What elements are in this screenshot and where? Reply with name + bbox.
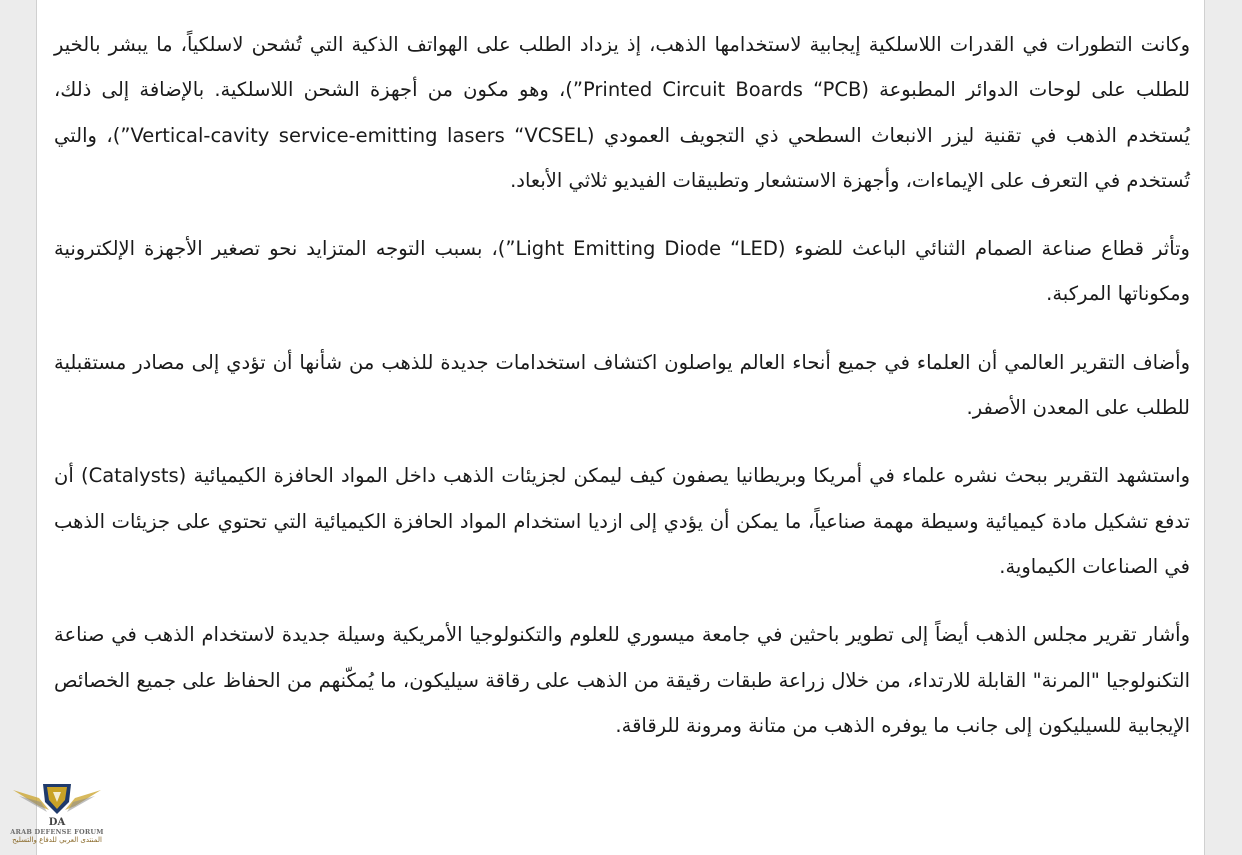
article-body: [54, 22, 1190, 771]
document-page: [36, 0, 1205, 855]
paragraph-catalysts: واستشهد التقرير ببحث نشره علماء في أمريكا وبريطانيا يصفون كيف ليمكن لجزيئات الذهب داخل المواد الحافزة الكيميائية (Catalysts) أن تدفع تشكيل مادة كيميائية وسيطة مهمة صناعياً، ما يمكن أن يؤدي إلى ازديا استخدام المواد الحافزة الكيميائية التي تحتوي على جزيئات الذهب في الصناعات الكيماوية.: [54, 464, 1191, 578]
paragraph-led-industry: وتأثر قطاع صناعة الصمام الثنائي الباعث للضوء (Light Emitting Diode “LED”)، بسبب التوجه المتزايد نحو تصغير الأجهزة الإلكترونية ومكوناتها المركبة.: [54, 237, 1190, 306]
watermark-subtitle: المنتدى العربي للدفاع والتسليح: [12, 836, 102, 844]
eagle-emblem-icon: [9, 780, 105, 828]
paragraph-wireless-tech: وكانت التطورات في القدرات اللاسلكية إيجابية لاستخدامها الذهب، إذ يزداد الطلب على الهواتف الذكية التي تُشحن لاسلكياً، ما يبشر بالخير للطلب على لوحات الدوائر المطبوعة (Printed Circuit Boards “PCB”)، وهو مكون من أجهزة الشحن اللاسلكية. بالإضافة إلى ذلك، يُستخدم الذهب في تقنية ليزر الانبعاث السطحي ذي التجويف العمودي (Vertical-cavity service-emitting lasers “VCSEL”)، والتي تُستخدم في التعرف على الإيماءات، وأجهزة الاستشعار وتطبيقات الفيديو ثلاثي الأبعاد.: [54, 33, 1190, 192]
svg-text:DA: DA: [48, 817, 66, 828]
paragraph-wearable-tech: وأشار تقرير مجلس الذهب أيضاً إلى تطوير باحثين في جامعة ميسوري للعلوم والتكنولوجيا الأمريكية وسيلة جديدة لاستخدام الذهب في صناعة التكنولوجيا "المرنة" القابلة للارتداء، من خلال زراعة طبقات رقيقة من الذهب على رقاقة سيليكون، ما يُمكّنهم من الحفاظ على جميع الخصائص الإيجابية للسيليكون إلى جانب ما يوفره الذهب من متانة ومرونة للرقاقة.: [54, 623, 1190, 737]
forum-watermark-logo: [8, 780, 106, 852]
watermark-title: ARAB DEFENSE FORUM: [10, 828, 104, 836]
paragraph-new-uses: وأضاف التقرير العالمي أن العلماء في جميع أنحاء العالم يواصلون اكتشاف استخدامات جديدة للذهب من شأنها أن تؤدي إلى مصادر مستقبلية للطلب على المعدن الأصفر.: [54, 350, 1190, 420]
